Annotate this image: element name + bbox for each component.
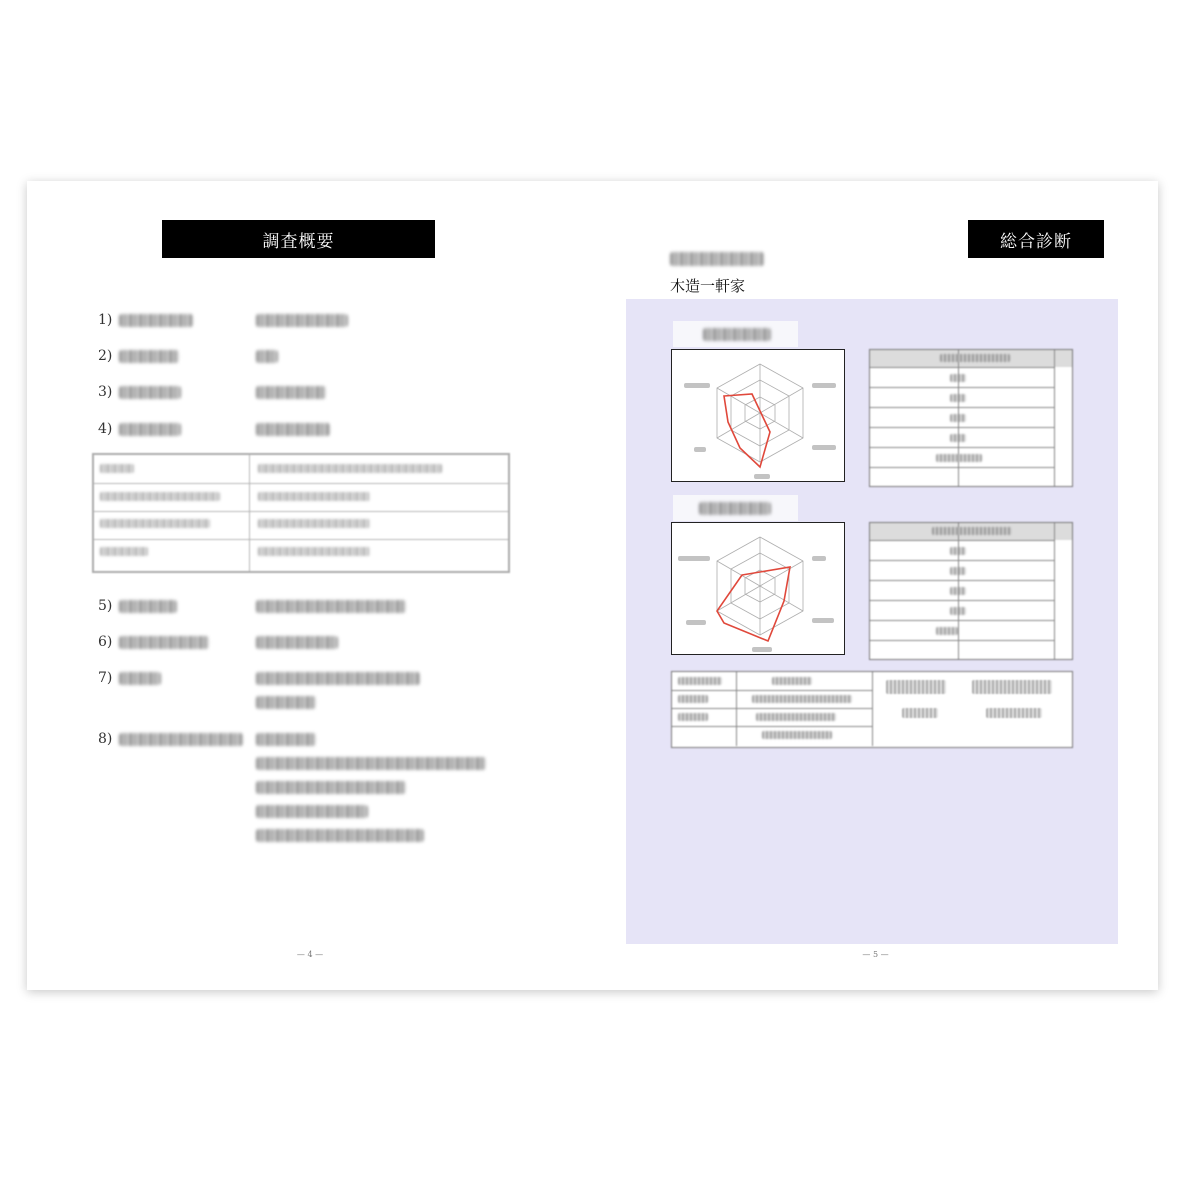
left-page <box>27 181 593 990</box>
page-subtitle: 木造一軒家 <box>670 277 746 295</box>
obscured-value <box>256 423 330 436</box>
obscured-label <box>119 672 161 685</box>
chart-title <box>673 495 798 521</box>
radar-chart-svg <box>672 350 846 483</box>
obscured-heading <box>670 252 764 266</box>
obscured-value <box>256 314 348 327</box>
item-number: 7) <box>98 670 113 686</box>
radar-chart <box>671 522 845 655</box>
summary-table <box>671 671 1073 748</box>
obscured-value <box>256 636 338 649</box>
obscured-chart-title <box>699 502 771 515</box>
score-table <box>869 522 1073 660</box>
radar-chart-svg <box>672 523 846 656</box>
obscured-value <box>256 350 278 363</box>
item-number: 6) <box>98 634 113 650</box>
obscured-chart-title <box>703 328 771 341</box>
obscured-value <box>256 733 316 746</box>
obscured-label <box>119 733 243 746</box>
obscured-value <box>256 600 406 613</box>
right-page-title: 総合診断 <box>968 220 1104 258</box>
item-number: 4) <box>98 421 113 437</box>
score-table <box>869 349 1073 487</box>
obscured-value <box>256 829 424 842</box>
obscured-value <box>256 781 406 794</box>
radar-chart <box>671 349 845 482</box>
right-page <box>593 181 1158 990</box>
obscured-label <box>119 423 181 436</box>
obscured-label <box>119 314 193 327</box>
item-number: 5) <box>98 598 113 614</box>
item-number: 8) <box>98 731 113 747</box>
obscured-label <box>119 636 209 649</box>
item-number: 3) <box>98 384 113 400</box>
obscured-value <box>256 696 316 709</box>
obscured-label <box>119 600 177 613</box>
diagnosis-panel <box>626 299 1118 944</box>
obscured-label <box>119 386 181 399</box>
page-number: — 5 — <box>862 950 889 959</box>
obscured-value <box>256 672 420 685</box>
obscured-table <box>92 453 510 573</box>
left-page-title: 調査概要 <box>162 220 435 258</box>
item-number: 2) <box>98 348 113 364</box>
obscured-value <box>256 386 326 399</box>
obscured-value <box>256 805 368 818</box>
obscured-value <box>256 757 486 770</box>
obscured-label <box>119 350 179 363</box>
page-number: — 4 — <box>296 950 324 959</box>
chart-title <box>673 321 798 347</box>
document-spread <box>27 181 1158 990</box>
item-number: 1) <box>98 312 113 328</box>
